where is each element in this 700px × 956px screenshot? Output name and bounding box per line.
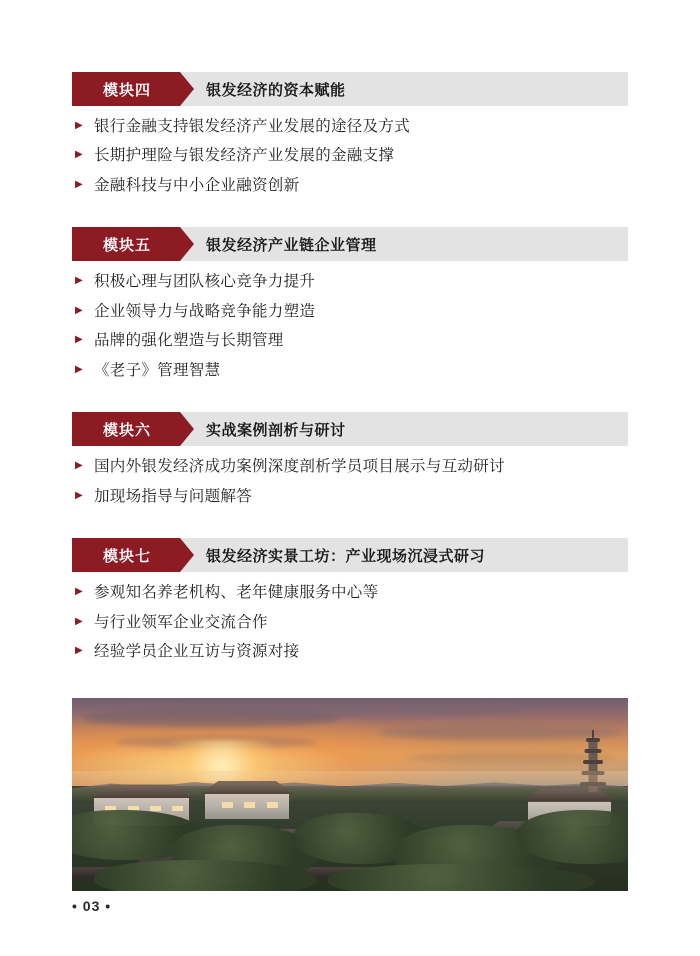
list-item-text: 长期护理险与银发经济产业发展的金融支撑 [94,147,395,165]
cloud-shape [239,703,528,717]
list-item-text: 金融科技与中小企业融资创新 [94,176,300,194]
list-item [72,271,628,293]
module-tag-5: 模块五 [72,227,180,261]
page-number: • 03 • [72,898,112,914]
list-item-text: 加现场指导与问题解答 [94,487,253,505]
list-item-text: 国内外银发经济成功案例深度剖析学员项目展示与互动研讨 [94,458,505,476]
module-block-4 [72,72,628,197]
window-light [244,802,255,808]
list-item-text: 参观知名养老机构、老年健康服务中心等 [94,584,379,602]
list-item [72,301,628,323]
module-block-7 [72,538,628,663]
pagoda-tier [580,782,606,786]
pagoda-tower [580,736,606,792]
list-item [72,116,628,138]
campus-sunset-panorama-image [72,698,628,891]
list-item [72,486,628,508]
triangle-bullet-icon: ▶ [75,120,83,131]
module-title-5: 银发经济产业链企业管理 [206,236,377,254]
list-item-text: 《老子》管理智慧 [94,361,221,379]
triangle-bullet-icon: ▶ [75,149,83,161]
list-item-text: 品牌的强化塑造与长期管理 [94,332,284,350]
module-header-7 [72,538,628,572]
module-title-6: 实战案例剖析与研讨 [206,421,346,439]
spacer [72,390,628,412]
list-item-text: 经验学员企业互访与资源对接 [94,643,300,661]
module-header-5 [72,227,628,261]
list-item-text: 与行业领军企业交流合作 [94,613,268,631]
module-list [72,72,628,891]
spacer [72,516,628,538]
module-tag-6: 模块六 [72,412,180,446]
list-item [72,456,628,478]
list-item-text: 积极心理与团队核心竞争力提升 [94,273,316,291]
triangle-bullet-icon: ▶ [75,363,83,375]
triangle-bullet-icon: ▶ [75,460,83,472]
sun-glow [150,740,295,782]
module-title-7: 银发经济实景工坊：产业现场沉浸式研习 [206,547,486,565]
module-header-4 [72,72,628,106]
triangle-bullet-icon: ▶ [75,334,83,346]
module-block-6 [72,412,628,508]
list-item [72,641,628,663]
triangle-bullet-icon: ▶ [75,586,83,598]
pagoda-spire [592,730,594,738]
module-header-6 [72,412,628,446]
module-items-4 [72,106,628,197]
triangle-bullet-icon: ▶ [75,489,83,501]
module-tag-4: 模块四 [72,72,180,106]
module-items-7 [72,572,628,663]
window-light [172,806,183,812]
triangle-bullet-icon: ▶ [75,645,83,657]
list-item [72,145,628,167]
triangle-bullet-icon: ▶ [75,178,83,190]
triangle-bullet-icon: ▶ [75,275,83,287]
window-light [222,802,233,808]
list-item-text: 企业领导力与战略竞争能力塑造 [94,302,316,320]
pagoda-tier [583,760,603,764]
module-title-4: 银发经济的资本赋能 [206,81,346,99]
pagoda-tier [585,749,602,753]
window-light [267,802,278,808]
pagoda-tier [582,771,605,775]
pagoda-tier [586,738,600,742]
list-item [72,612,628,634]
list-item [72,330,628,352]
list-item [72,582,628,604]
triangle-bullet-icon: ▶ [75,615,83,627]
module-tag-7: 模块七 [72,538,180,572]
triangle-bullet-icon: ▶ [75,304,83,316]
list-item [72,360,628,382]
module-items-5 [72,261,628,382]
spacer [72,205,628,227]
list-item [72,175,628,197]
list-item-text: 银行金融支持银发经济产业发展的途径及方式 [94,118,411,135]
module-block-5 [72,227,628,382]
module-items-6 [72,446,628,508]
